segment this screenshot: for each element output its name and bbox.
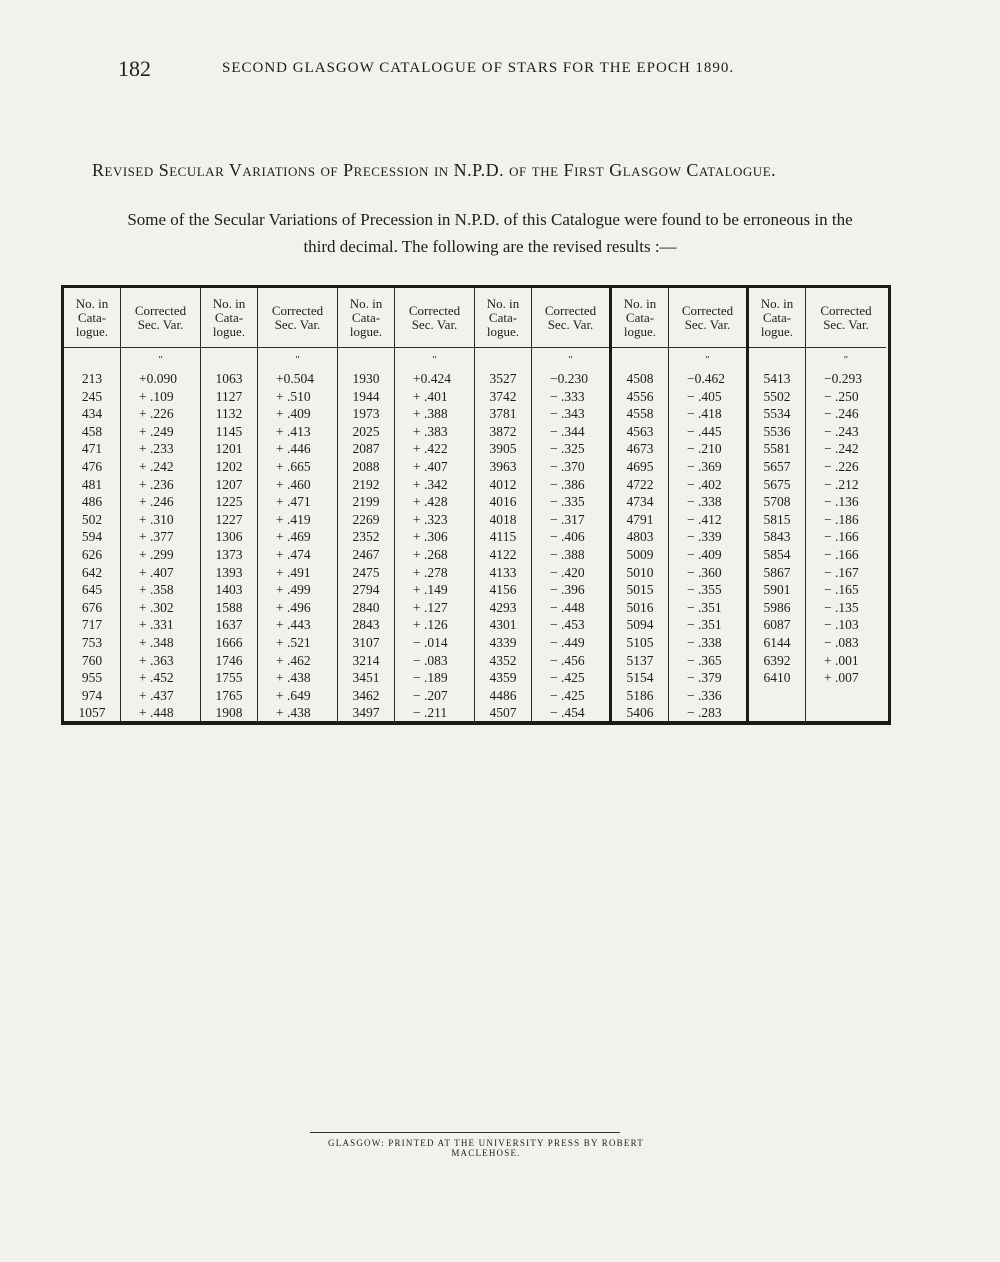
catalogue-number-cell: 5094 xyxy=(626,617,654,633)
sec-var-cell: + .443 xyxy=(276,617,311,633)
catalogue-number-cell: 458 xyxy=(81,423,103,439)
catalogue-number-column xyxy=(338,288,395,721)
catalogue-number-cell: 4012 xyxy=(489,476,517,492)
catalogue-number-cell: 1588 xyxy=(215,599,243,615)
section-heading: Revised Secular Variations of Precession in N.P.D. of the First Glasgow Catalogue. xyxy=(92,160,777,180)
catalogue-number-cell: 3107 xyxy=(352,634,380,650)
catalogue-number-cell: 4673 xyxy=(626,441,654,457)
catalogue-number-cell: 4695 xyxy=(626,458,654,474)
sec-var-cell: + .109 xyxy=(139,388,174,404)
sec-var-cell: + .126 xyxy=(413,617,448,633)
catalogue-number-column xyxy=(201,288,258,721)
catalogue-number-cell: 1227 xyxy=(215,511,243,527)
catalogue-number-cell: 1207 xyxy=(215,476,243,492)
catalogue-number-column xyxy=(612,288,669,721)
catalogue-number-cell: 4563 xyxy=(626,423,654,439)
sec-var-cell: − .283 xyxy=(687,705,722,721)
sec-var-cell: − .246 xyxy=(824,406,859,422)
catalogue-number-cell: 1930 xyxy=(352,371,380,386)
sec-var-cell: − .445 xyxy=(687,423,722,439)
catalogue-number-cell: 642 xyxy=(81,564,103,580)
catalogue-number-cell: 5986 xyxy=(763,599,791,615)
catalogue-number-cell: 5867 xyxy=(763,564,791,580)
sec-var-cell: −0.230 xyxy=(550,371,588,386)
sec-var-cell: + .348 xyxy=(139,634,174,650)
catalogue-number-cell: 5657 xyxy=(763,458,791,474)
catalogue-number-cell: 1666 xyxy=(215,634,243,650)
sec-var-cell: − .343 xyxy=(550,406,585,422)
corrected-sec-var-header: Corrected Sec. Var. xyxy=(669,288,746,348)
sec-var-cell: − .351 xyxy=(687,617,722,633)
catalogue-number-cell: 5815 xyxy=(763,511,791,527)
sec-var-cell: − .083 xyxy=(413,652,448,668)
sec-var-cell: − .344 xyxy=(550,423,585,439)
catalogue-number-column xyxy=(475,288,532,721)
sec-var-cell: + .363 xyxy=(139,652,174,668)
catalogue-number-cell: 2192 xyxy=(352,476,380,492)
sec-var-cell: + .419 xyxy=(276,511,311,527)
sec-var-cell: − .333 xyxy=(550,388,585,404)
sec-var-cell: − .135 xyxy=(824,599,859,615)
sec-var-cell: + .226 xyxy=(139,406,174,422)
sec-var-cell: − .425 xyxy=(550,687,585,703)
catalogue-number-cell: 1403 xyxy=(215,582,243,598)
sec-var-cell: + .401 xyxy=(413,388,448,404)
catalogue-number-cell: 1127 xyxy=(215,388,243,404)
catalogue-number-cell: 5901 xyxy=(763,582,791,598)
catalogue-number-cell: 5015 xyxy=(626,582,654,598)
catalogue-number-column xyxy=(749,288,806,721)
catalogue-number-cell: 4293 xyxy=(489,599,517,615)
catalogue-number-header: No. in Cata-logue. xyxy=(475,288,531,348)
catalogue-number-cell: 4722 xyxy=(626,476,654,492)
unit-mark: ″ xyxy=(843,354,849,366)
catalogue-number-cell: 4018 xyxy=(489,511,517,527)
catalogue-number-cell: 2269 xyxy=(352,511,380,527)
unit-mark xyxy=(749,354,805,370)
catalogue-number-cell: 3497 xyxy=(352,705,380,721)
sec-var-cell: + .448 xyxy=(139,705,174,721)
sec-var-cell: + .413 xyxy=(276,423,311,439)
corrected-sec-var-header: Corrected Sec. Var. xyxy=(532,288,609,348)
sec-var-cell: +0.090 xyxy=(139,371,177,386)
sec-var-cell: +0.424 xyxy=(413,371,451,386)
catalogue-number-cell: 3905 xyxy=(489,441,517,457)
corrected-sec-var-column xyxy=(669,288,749,721)
catalogue-number-cell: 3214 xyxy=(352,652,380,668)
catalogue-number-cell: 471 xyxy=(81,441,103,457)
sec-var-cell: + .236 xyxy=(139,476,174,492)
sec-var-cell: + .299 xyxy=(139,546,174,562)
page-number: 182 xyxy=(118,56,151,81)
sec-var-cell: − .212 xyxy=(824,476,859,492)
catalogue-number-cell: 5137 xyxy=(626,652,654,668)
sec-var-cell: + .407 xyxy=(413,458,448,474)
catalogue-number-column xyxy=(64,288,121,721)
catalogue-number-cell: 6410 xyxy=(763,670,791,686)
catalogue-number-cell: 245 xyxy=(81,388,103,404)
catalogue-number-header: No. in Cata-logue. xyxy=(612,288,668,348)
catalogue-number-cell: 3527 xyxy=(489,371,517,386)
catalogue-number-cell: 1201 xyxy=(215,441,243,457)
sec-var-cell: − .014 xyxy=(413,634,448,650)
unit-mark xyxy=(201,354,257,370)
sec-var-cell: − .453 xyxy=(550,617,585,633)
sec-var-cell: − .456 xyxy=(550,652,585,668)
corrected-sec-var-header: Corrected Sec. Var. xyxy=(806,288,886,348)
sec-var-cell: − .454 xyxy=(550,705,585,721)
catalogue-number-cell: 955 xyxy=(81,670,103,686)
sec-var-cell: + .342 xyxy=(413,476,448,492)
catalogue-number-cell: 5502 xyxy=(763,388,791,404)
catalogue-number-cell: 5843 xyxy=(763,529,791,545)
sec-var-cell: + .310 xyxy=(139,511,174,527)
catalogue-number-cell: 1755 xyxy=(215,670,243,686)
catalogue-number-cell: 5016 xyxy=(626,599,654,615)
catalogue-number-cell: 4352 xyxy=(489,652,517,668)
corrected-sec-var-header: Corrected Sec. Var. xyxy=(395,288,474,348)
sec-var-cell: − .211 xyxy=(413,705,448,721)
catalogue-number-cell: 645 xyxy=(81,582,103,598)
catalogue-number-cell: 4156 xyxy=(489,582,517,598)
catalogue-number-cell: 594 xyxy=(81,529,103,545)
sec-var-cell: + .007 xyxy=(824,670,859,686)
catalogue-number-cell: 1973 xyxy=(352,406,380,422)
catalogue-number-cell: 3742 xyxy=(489,388,517,404)
sec-var-cell: − .136 xyxy=(824,494,859,510)
sec-var-cell: − .448 xyxy=(550,599,585,615)
catalogue-number-cell: 1373 xyxy=(215,546,243,562)
sec-var-cell: − .226 xyxy=(824,458,859,474)
sec-var-cell: − .339 xyxy=(687,529,722,545)
catalogue-number-cell: 5534 xyxy=(763,406,791,422)
catalogue-number-cell: 1908 xyxy=(215,705,243,721)
sec-var-cell: − .365 xyxy=(687,652,722,668)
unit-mark xyxy=(475,354,531,370)
sec-var-cell: − .207 xyxy=(413,687,448,703)
catalogue-number-header: No. in Cata-logue. xyxy=(64,288,120,348)
secular-variation-table xyxy=(61,285,891,725)
catalogue-number-cell: 1132 xyxy=(215,406,243,422)
sec-var-cell: − .165 xyxy=(824,582,859,598)
sec-var-cell: − .449 xyxy=(550,634,585,650)
page-header xyxy=(110,56,770,86)
catalogue-number-cell: 4734 xyxy=(626,494,654,510)
catalogue-number-cell: 2794 xyxy=(352,582,380,598)
sec-var-cell: − .103 xyxy=(824,617,859,633)
sec-var-cell: −0.462 xyxy=(687,371,725,386)
catalogue-number-cell: 4359 xyxy=(489,670,517,686)
printer-imprint: GLASGOW: PRINTED AT THE UNIVERSITY PRESS BY ROBERT MACLEHOSE. xyxy=(328,1138,644,1158)
sec-var-cell: + .246 xyxy=(139,494,174,510)
catalogue-number-cell: 5413 xyxy=(763,371,791,386)
catalogue-number-cell: 5536 xyxy=(763,423,791,439)
sec-var-cell: − .250 xyxy=(824,388,859,404)
catalogue-number-cell: 2843 xyxy=(352,617,380,633)
sec-var-cell: + .358 xyxy=(139,582,174,598)
sec-var-cell: − .325 xyxy=(550,441,585,457)
sec-var-cell: − .406 xyxy=(550,529,585,545)
sec-var-cell: + .233 xyxy=(139,441,174,457)
sec-var-cell: + .422 xyxy=(413,441,448,457)
sec-var-cell: + .438 xyxy=(276,670,311,686)
sec-var-cell: + .462 xyxy=(276,652,311,668)
catalogue-number-cell: 3963 xyxy=(489,458,517,474)
catalogue-number-cell: 6392 xyxy=(763,652,791,668)
catalogue-number-cell: 626 xyxy=(81,546,103,562)
sec-var-cell: + .268 xyxy=(413,546,448,562)
corrected-sec-var-column xyxy=(532,288,612,721)
sec-var-cell: + .149 xyxy=(413,582,448,598)
catalogue-number-cell: 760 xyxy=(81,652,103,668)
unit-mark xyxy=(64,354,120,370)
catalogue-number-cell: 1145 xyxy=(215,423,243,439)
sec-var-cell: −0.293 xyxy=(824,371,862,386)
catalogue-number-cell: 1637 xyxy=(215,617,243,633)
sec-var-cell: − .083 xyxy=(824,634,859,650)
corrected-sec-var-header: Corrected Sec. Var. xyxy=(121,288,200,348)
sec-var-cell: − .242 xyxy=(824,441,859,457)
catalogue-number-cell: 502 xyxy=(81,511,103,527)
catalogue-number-cell: 2467 xyxy=(352,546,380,562)
catalogue-number-cell: 3451 xyxy=(352,670,380,686)
catalogue-number-cell: 2087 xyxy=(352,441,380,457)
catalogue-number-cell: 1393 xyxy=(215,564,243,580)
sec-var-cell: + .460 xyxy=(276,476,311,492)
catalogue-number-cell: 5010 xyxy=(626,564,654,580)
catalogue-number-cell: 1306 xyxy=(215,529,243,545)
sec-var-cell: + .438 xyxy=(276,705,311,721)
catalogue-number-cell: 5708 xyxy=(763,494,791,510)
catalogue-number-cell: 2025 xyxy=(352,423,380,439)
sec-var-cell: − .412 xyxy=(687,511,722,527)
catalogue-number-cell: 4508 xyxy=(626,371,654,386)
catalogue-number-cell: 5406 xyxy=(626,705,654,721)
sec-var-cell: − .338 xyxy=(687,494,722,510)
catalogue-number-cell: 5581 xyxy=(763,441,791,457)
sec-var-cell: − .335 xyxy=(550,494,585,510)
catalogue-number-cell: 1057 xyxy=(78,705,106,721)
catalogue-number-cell: 3872 xyxy=(489,423,517,439)
catalogue-number-cell: 434 xyxy=(81,406,103,422)
sec-var-cell: + .001 xyxy=(824,652,859,668)
catalogue-number-cell: 2352 xyxy=(352,529,380,545)
catalogue-number-cell: 4122 xyxy=(489,546,517,562)
catalogue-number-cell: 1225 xyxy=(215,494,243,510)
sec-var-cell: − .336 xyxy=(687,687,722,703)
catalogue-number-cell: 481 xyxy=(81,476,103,492)
unit-mark: ″ xyxy=(158,354,163,366)
catalogue-number-cell: 1202 xyxy=(215,458,243,474)
catalogue-number-cell: 6144 xyxy=(763,634,791,650)
sec-var-cell: − .369 xyxy=(687,458,722,474)
catalogue-number-cell: 4803 xyxy=(626,529,654,545)
catalogue-number-cell: 5854 xyxy=(763,546,791,562)
sec-var-cell: + .446 xyxy=(276,441,311,457)
sec-var-cell: − .243 xyxy=(824,423,859,439)
sec-var-cell: + .409 xyxy=(276,406,311,422)
catalogue-number-cell: 486 xyxy=(81,494,103,510)
unit-mark xyxy=(612,354,668,370)
catalogue-number-cell: 3781 xyxy=(489,406,517,422)
catalogue-number-cell: 476 xyxy=(81,458,103,474)
sec-var-cell: + .388 xyxy=(413,406,448,422)
sec-var-cell: + .521 xyxy=(276,634,311,650)
sec-var-cell: + .306 xyxy=(413,529,448,545)
catalogue-number-cell: 4016 xyxy=(489,494,517,510)
catalogue-number-header: No. in Cata-logue. xyxy=(201,288,257,348)
sec-var-cell: + .469 xyxy=(276,529,311,545)
footer-rule xyxy=(310,1132,620,1133)
unit-mark: ″ xyxy=(568,354,573,366)
sec-var-cell: + .331 xyxy=(139,617,174,633)
sec-var-cell: + .323 xyxy=(413,511,448,527)
catalogue-number-cell: 4339 xyxy=(489,634,517,650)
sec-var-cell: + .452 xyxy=(139,670,174,686)
catalogue-number-cell: 2475 xyxy=(352,564,380,580)
corrected-sec-var-column xyxy=(258,288,338,721)
catalogue-number-cell: 5105 xyxy=(626,634,654,650)
catalogue-number-cell: 5154 xyxy=(626,670,654,686)
sec-var-cell: − .351 xyxy=(687,599,722,615)
catalogue-number-cell: 4507 xyxy=(489,705,517,721)
sec-var-cell: − .379 xyxy=(687,670,722,686)
catalogue-number-cell: 1944 xyxy=(352,388,380,404)
catalogue-number-cell: 974 xyxy=(81,687,103,703)
intro-paragraph: Some of the Secular Variations of Precession in N.P.D. of this Catalogue were found to be erroneous in the third decimal. The following are the revised results :— xyxy=(127,210,853,256)
catalogue-number-cell: 4115 xyxy=(489,529,517,545)
sec-var-cell: + .249 xyxy=(139,423,174,439)
sec-var-cell: + .491 xyxy=(276,564,311,580)
sec-var-cell: − .166 xyxy=(824,529,859,545)
sec-var-cell: − .420 xyxy=(550,564,585,580)
sec-var-cell: + .496 xyxy=(276,599,311,615)
sec-var-cell: + .665 xyxy=(276,458,311,474)
sec-var-cell: + .428 xyxy=(413,494,448,510)
sec-var-cell: − .167 xyxy=(824,564,859,580)
sec-var-cell: + .437 xyxy=(139,687,174,703)
sec-var-cell: − .409 xyxy=(687,546,722,562)
sec-var-cell: + .649 xyxy=(276,687,311,703)
sec-var-cell: − .210 xyxy=(687,441,722,457)
sec-var-cell: − .189 xyxy=(413,670,448,686)
catalogue-number-cell: 5186 xyxy=(626,687,654,703)
catalogue-number-cell: 4301 xyxy=(489,617,517,633)
catalogue-number-cell: 753 xyxy=(81,634,103,650)
catalogue-number-cell: 3462 xyxy=(352,687,380,703)
sec-var-cell: − .370 xyxy=(550,458,585,474)
catalogue-number-cell: 4486 xyxy=(489,687,517,703)
sec-var-cell: + .510 xyxy=(276,388,311,404)
unit-mark: ″ xyxy=(432,354,437,366)
sec-var-cell: + .377 xyxy=(139,529,174,545)
sec-var-cell: +0.504 xyxy=(276,371,314,386)
sec-var-cell: − .425 xyxy=(550,670,585,686)
catalogue-number-cell: 5009 xyxy=(626,546,654,562)
sec-var-cell: + .471 xyxy=(276,494,311,510)
catalogue-number-cell: 4556 xyxy=(626,388,654,404)
sec-var-cell: − .386 xyxy=(550,476,585,492)
sec-var-cell: − .355 xyxy=(687,582,722,598)
sec-var-cell: − .402 xyxy=(687,476,722,492)
running-title: SECOND GLASGOW CATALOGUE OF STARS FOR THE EPOCH 1890. xyxy=(222,60,735,76)
catalogue-number-cell: 1746 xyxy=(215,652,243,668)
catalogue-number-cell: 1063 xyxy=(215,371,243,386)
catalogue-number-cell: 676 xyxy=(81,599,103,615)
catalogue-number-header: No. in Cata-logue. xyxy=(338,288,394,348)
sec-var-cell: + .383 xyxy=(413,423,448,439)
sec-var-cell: − .388 xyxy=(550,546,585,562)
sec-var-cell: − .186 xyxy=(824,511,859,527)
sec-var-cell: − .405 xyxy=(687,388,722,404)
corrected-sec-var-column xyxy=(395,288,475,721)
corrected-sec-var-header: Corrected Sec. Var. xyxy=(258,288,337,348)
unit-mark: ″ xyxy=(705,354,710,366)
sec-var-cell: − .418 xyxy=(687,406,722,422)
sec-var-cell: − .396 xyxy=(550,582,585,598)
sec-var-cell: + .302 xyxy=(139,599,174,615)
sec-var-cell: + .242 xyxy=(139,458,174,474)
catalogue-number-cell: 4133 xyxy=(489,564,517,580)
corrected-sec-var-column xyxy=(806,288,886,721)
sec-var-cell: + .127 xyxy=(413,599,448,615)
corrected-sec-var-column xyxy=(121,288,201,721)
sec-var-cell: + .499 xyxy=(276,582,311,598)
sec-var-cell: − .317 xyxy=(550,511,585,527)
sec-var-cell: + .278 xyxy=(413,564,448,580)
unit-mark: ″ xyxy=(295,354,300,366)
sec-var-cell: − .166 xyxy=(824,546,859,562)
catalogue-number-cell: 213 xyxy=(81,371,103,386)
sec-var-cell: − .338 xyxy=(687,634,722,650)
sec-var-cell: + .474 xyxy=(276,546,311,562)
catalogue-number-cell: 5675 xyxy=(763,476,791,492)
catalogue-number-cell: 2199 xyxy=(352,494,380,510)
catalogue-number-cell: 1765 xyxy=(215,687,243,703)
catalogue-number-cell: 4558 xyxy=(626,406,654,422)
catalogue-number-cell: 6087 xyxy=(763,617,791,633)
catalogue-number-cell: 2088 xyxy=(352,458,380,474)
unit-mark xyxy=(338,354,394,370)
sec-var-cell: − .360 xyxy=(687,564,722,580)
catalogue-number-cell: 717 xyxy=(81,617,103,633)
sec-var-cell: + .407 xyxy=(139,564,174,580)
catalogue-number-header: No. in Cata-logue. xyxy=(749,288,805,348)
catalogue-number-cell: 4791 xyxy=(626,511,654,527)
catalogue-number-cell: 2840 xyxy=(352,599,380,615)
